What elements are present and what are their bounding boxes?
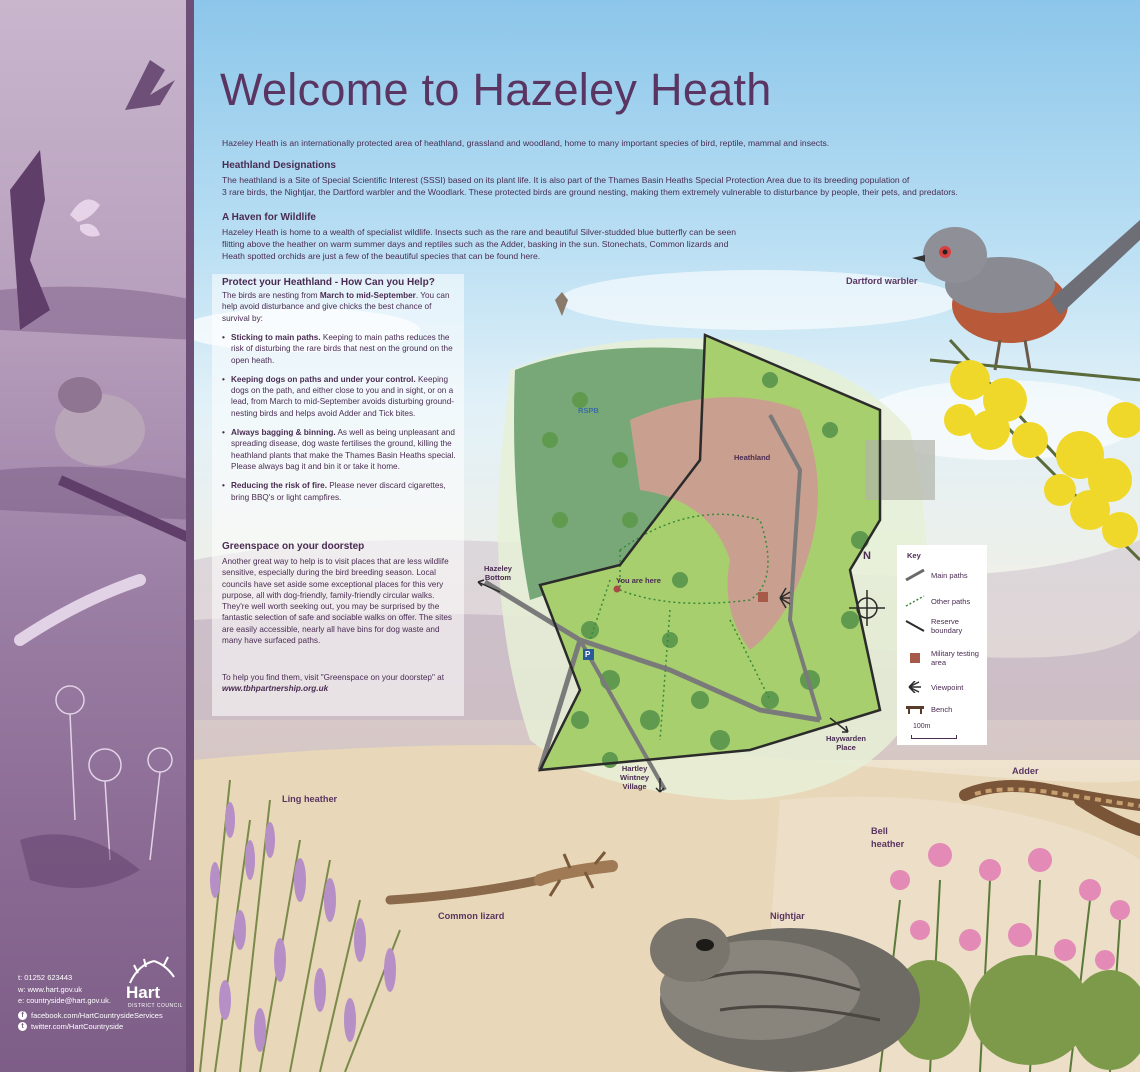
bullet-bold: Reducing the risk of fire. <box>231 481 327 491</box>
contact-phone: t: 01252 623443 <box>18 973 73 982</box>
hazeley-line-2: Bottom <box>484 573 512 582</box>
key-row-viewpoint <box>905 681 983 693</box>
greenspace-help-text: To help you find them, visit "Greenspace on your doorstep" at <box>222 673 444 682</box>
map-label-hartley <box>620 764 649 791</box>
left-decorative-strip <box>0 0 194 1072</box>
label-ling-heather: Ling heather <box>282 794 338 804</box>
bullet-item <box>222 480 458 503</box>
key-row-main-paths <box>905 569 983 581</box>
greenspace-heading: Greenspace on your doorstep <box>222 541 365 552</box>
intro-text: Hazeley Heath is an internationally protected area of heathland, grassland and woodland, home to many important species of bird, reptile, mammal and insects. <box>222 138 830 148</box>
viewpoint-key-icon <box>905 681 925 693</box>
bullet-item <box>222 332 458 366</box>
bullet-text: Keeping dogs on the path, and either close to you and in sight, or on a lead, from March to mid-September avoids disturbing ground-nesting birds and helps avoid Adder and Tick bites. <box>231 374 454 418</box>
bullet-text: As well as being unpleasant and spreading disease, dog waste fertilises the ground, killing the heathland plants that make the Thames Basin Heaths special. Please always bag it and bin it or take it home. <box>231 428 456 471</box>
bullet-text: Please never discard cigarettes, bring BBQ's or light campfires. <box>231 481 446 502</box>
bullet-bold: Always bagging & binning. <box>231 428 336 438</box>
haven-heading: A Haven for Wildlife <box>222 212 316 223</box>
hartley-line-3: Village <box>622 782 647 791</box>
key-main-paths: Main paths <box>931 570 968 580</box>
contact-twitter[interactable]: twitter.com/HartCountryside <box>31 1022 124 1031</box>
boundary-icon <box>905 620 925 632</box>
key-scale-label: 100m <box>913 723 931 730</box>
map-label-rspb: RSPB <box>578 406 599 415</box>
key-reserve-boundary: Reserve boundary <box>931 617 963 635</box>
contact-facebook[interactable]: facebook.com/HartCountrysideServices <box>31 1010 163 1020</box>
logo-subtitle: DISTRICT COUNCIL <box>128 1003 183 1009</box>
key-row-other-paths <box>905 595 983 607</box>
bullet-bold: Sticking to main paths. <box>231 333 321 342</box>
key-row-bench <box>905 703 983 715</box>
site-map <box>470 320 940 810</box>
protect-intro-a: The birds are nesting from <box>222 291 320 300</box>
bench-icon <box>905 703 925 715</box>
designations-heading: Heathland Designations <box>222 160 336 171</box>
logo-word: Hart <box>126 983 161 1002</box>
map-label-hazeley-bottom <box>484 564 512 582</box>
greenspace-help <box>222 672 458 695</box>
haven-text-3: Heath spotted orchids are just a few of the beautiful species that can be found here. <box>222 251 541 261</box>
bullet-item <box>222 427 458 472</box>
designations-text-1: The heathland is a Site of Special Scientific Interest (SSSI) based on its plant life. It is also part of the Thames Basin Heaths Special Protection Area due to its breeding population of <box>222 175 910 185</box>
protect-intro-bold: March to mid-September <box>319 291 416 300</box>
bullet-text: Keeping to main paths reduces the risk of disturbing the rare birds that nest on the ground on the open heath. <box>231 333 453 365</box>
scale-bar <box>911 735 957 739</box>
map-label-you-are-here: You are here <box>616 576 661 585</box>
key-viewpoint: Viewpoint <box>931 682 964 692</box>
military-square-icon <box>905 652 925 664</box>
label-nightjar: Nightjar <box>770 911 805 921</box>
facebook-icon: f <box>18 1011 27 1020</box>
label-dartford-warbler: Dartford warbler <box>846 276 918 286</box>
label-bell-heather-1: Bell <box>871 826 888 836</box>
greenspace-link[interactable]: www.tbhpartnership.org.uk <box>222 684 329 694</box>
contact-email[interactable]: e: countryside@hart.gov.uk. <box>18 996 111 1005</box>
haywarden-line-1: Haywarden <box>826 734 867 743</box>
key-other-paths: Other paths <box>931 596 971 606</box>
protect-intro <box>222 290 458 324</box>
label-common-lizard: Common lizard <box>438 911 505 921</box>
key-bench: Bench <box>931 704 953 714</box>
parking-label: P <box>585 650 591 659</box>
map-label-heathland: Heathland <box>734 453 771 462</box>
map-graphic <box>470 320 940 810</box>
military-marker <box>758 592 768 602</box>
label-adder: Adder <box>1012 766 1039 776</box>
facebook-row[interactable] <box>18 1010 163 1022</box>
greenspace-text: Another great way to help is to visit places that are less wildlife sensitive, especially during the bird breeding season. Local councils have set aside some exceptional places for this very purpose, all with dog-friendly, family-friendly circular walks. They're well worth seeking out, you may be surprised by the fantastic selection of safe and sociable walks on offer. The sites are easily accessible, nearly all have bins for dog waste and many have surfaced paths. <box>222 557 452 646</box>
hazeley-line-1: Hazeley <box>484 564 512 573</box>
twitter-row[interactable] <box>18 1021 163 1033</box>
strip-border <box>186 0 194 1072</box>
haywarden-line-2: Place <box>836 743 856 752</box>
contact-web[interactable]: w: www.hart.gov.uk <box>18 984 83 994</box>
antler-icon <box>124 955 180 985</box>
map-label-haywarden <box>826 734 866 752</box>
protect-intro-b: . You can help avoid disturbance and give chicks the best chance of survival by: <box>222 291 450 323</box>
hartley-line-1: Hartley <box>621 764 648 773</box>
main-path-icon <box>905 569 925 581</box>
key-title: Key <box>907 551 921 560</box>
label-bell-heather-2: heather <box>871 839 905 849</box>
bullet-bold: Keeping dogs on paths and under your control. <box>231 374 416 384</box>
twitter-icon: t <box>18 1022 27 1031</box>
protect-heading: Protect your Heathland - How Can you Help? <box>222 277 435 288</box>
key-row-boundary <box>905 617 983 635</box>
key-military-area: Military testing area <box>931 649 979 667</box>
haven-text-1: Hazeley Heath is home to a wealth of specialist wildlife. Insects such as the rare and beautiful Silver-studded blue butterfly can be seen <box>222 227 736 237</box>
designations-text-2: 3 rare birds, the Nightjar, the Dartford warbler and the Woodlark. These protected birds are ground nesting, making them extremely vulnerable to disturbance by people, their pets, and predators. <box>222 187 958 197</box>
you-are-here-marker <box>614 586 621 593</box>
haven-text-2: flitting above the heather on warm summer days and reptiles such as the Adder, basking in the sun. Stonechats, Common lizards and <box>222 239 729 249</box>
compass-n-label: N <box>863 550 871 562</box>
page-title: Welcome to Hazeley Heath <box>220 64 772 115</box>
map-key <box>897 545 987 745</box>
bullet-item <box>222 374 458 419</box>
strip-illustrations <box>0 0 194 1072</box>
hartley-line-2: Wintney <box>620 773 650 782</box>
protect-bullets <box>222 332 458 511</box>
other-path-icon <box>905 595 925 607</box>
key-row-military <box>905 649 983 667</box>
